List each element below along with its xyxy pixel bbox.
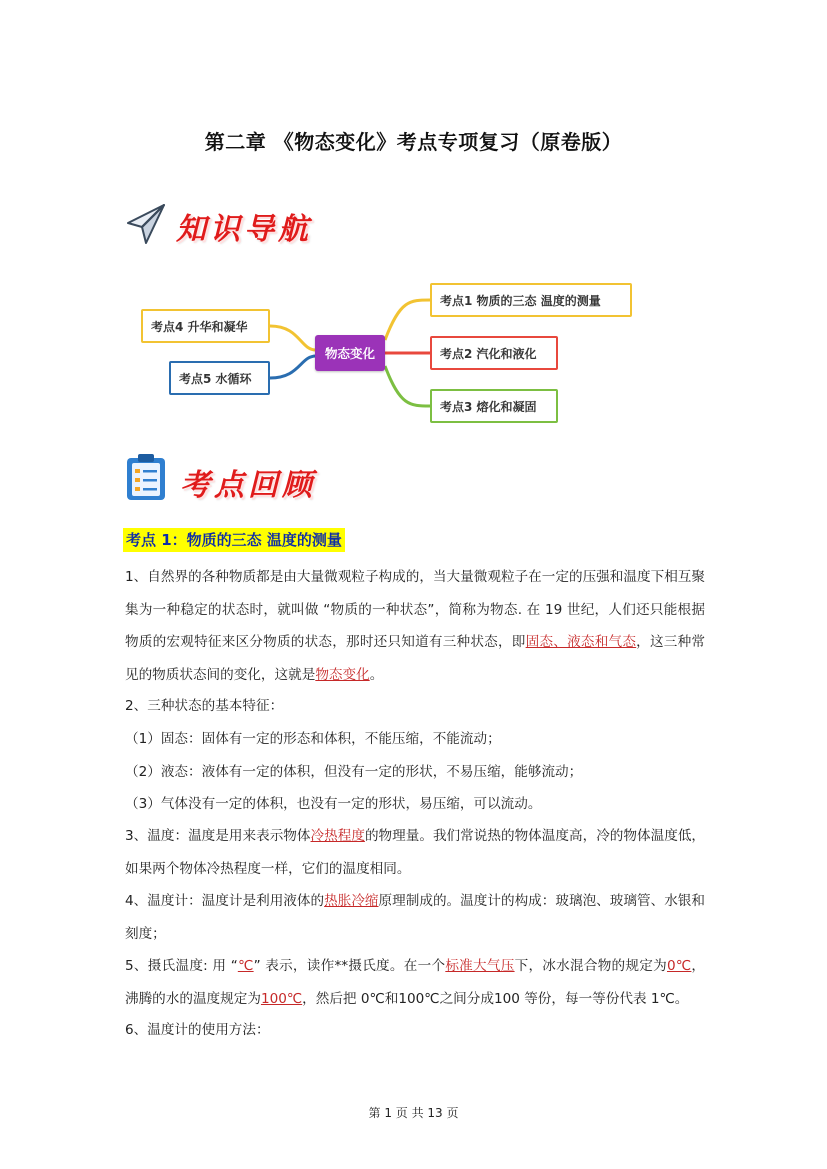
page-title: 第二章 《物态变化》考点专项复习（原卷版） — [204, 130, 623, 154]
paragraph-7 — [125, 885, 705, 950]
paragraph-8-text-d: ，沸腾的水的温度规定为 — [125, 958, 706, 1007]
keyword-state-change: 物态变化 — [315, 666, 370, 683]
mindmap-node-k1: 考点1 物质的三态 温度的测量 — [430, 283, 632, 317]
paragraph-7-text-b: 原理制成的。温度计的构成：玻璃泡、玻璃管、水银和刻度； — [125, 893, 706, 942]
keyword-standard-pressure: 标准大气压 — [445, 958, 515, 974]
paragraph-8-text-a: 5、摄氏温度: 用 “ — [125, 958, 238, 974]
paragraph-6 — [125, 820, 705, 885]
mindmap-node-k4: 考点4 升华和凝华 — [141, 309, 270, 343]
keyword-zero-celsius: 0℃ — [666, 958, 692, 974]
keyword-three-states: 固态、液态和气态 — [525, 634, 637, 650]
mindmap-center-node: 物态变化 — [315, 335, 385, 371]
keyword-hot-cold-degree: 冷热程度 — [310, 828, 365, 844]
paragraph-7-text-a: 4、温度计：温度计是利用液体的 — [125, 893, 325, 909]
paragraph-1-text-b: ，这三种常见的物质状态间的变化，这就是 — [125, 634, 706, 683]
paragraph-2: 2、三种状态的基本特征： — [125, 698, 284, 714]
paragraph-4: （2）液态：液体有一定的体积，但没有一定的形状，不易压缩，能够流动； — [125, 764, 583, 780]
keyword-celsius-symbol: ℃ — [237, 958, 254, 974]
paragraph-8-text-b: ” 表示，读作**摄氏度。在一个 — [253, 958, 446, 974]
clipboard-icon — [124, 452, 168, 502]
knowledge-nav-banner: 知识导航 — [176, 212, 312, 247]
mind-map-connectors — [0, 0, 827, 440]
page-footer: 第 1 页 共 13 页 — [368, 1106, 459, 1120]
paragraph-1-text-c: 。 — [369, 666, 384, 683]
paragraph-5: （3）气体没有一定的体积，也没有一定的形状，易压缩，可以流动。 — [125, 796, 542, 812]
review-banner: 考点回顾 — [180, 468, 316, 503]
keyword-thermal-expansion: 热胀冷缩 — [324, 893, 379, 909]
paragraph-8-text-e: ，然后把 0℃和100℃之间分成100 等份，每一等份代表 1℃。 — [302, 990, 689, 1007]
section-heading: 考点 1：物质的三态 温度的测量 — [123, 528, 345, 552]
mind-map — [0, 0, 827, 440]
paragraph-1 — [125, 561, 705, 691]
mindmap-node-k3: 考点3 熔化和凝固 — [430, 389, 558, 423]
paragraph-8-text-c: 下，冰水混合物的规定为 — [514, 958, 667, 974]
paragraph-9: 6、温度计的使用方法： — [125, 1022, 270, 1038]
paragraph-6-text-a: 3、温度：温度是用来表示物体 — [125, 828, 311, 844]
mindmap-node-k5: 考点5 水循环 — [169, 361, 270, 395]
paragraph-8 — [125, 950, 705, 1015]
paragraph-6-text-b: 的物理量。我们常说热的物体温度高，冷的物体温度低，如果两个物体冷热程度一样，它们的温度相同。 — [125, 828, 706, 877]
mindmap-node-k2: 考点2 汽化和液化 — [430, 336, 558, 370]
paragraph-3: （1）固态：固体有一定的形态和体积，不能压缩，不能流动； — [125, 731, 501, 747]
keyword-hundred-celsius: 100℃ — [260, 990, 303, 1007]
paragraph-1-text-a: 1、自然界的各种物质都是由大量微观粒子构成的，当大量微观粒子在一定的压强和温度下相互聚集为一种稳定的状态时，就叫做 “物质的一种状态”，简称为物态. 在 19 世纪，人们还只能根据物质的宏观特征来区分物质的状态，那时还只知道有三种状态，即 — [125, 569, 705, 650]
